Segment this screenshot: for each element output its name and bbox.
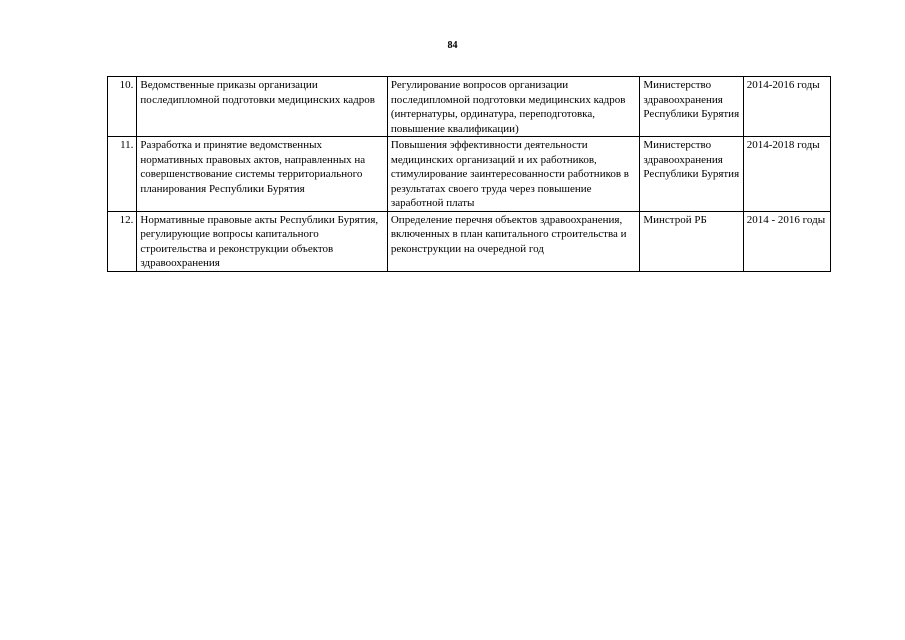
measure-name: Ведомственные приказы организации последипломной подготовки медицинских кадров xyxy=(137,77,387,137)
table-row xyxy=(108,77,831,137)
measures-table xyxy=(107,76,831,272)
row-number: 11. xyxy=(108,137,137,212)
measure-name: Разработка и принятие ведомственных нормативных правовых актов, направленных на совершенствование системы территориального планирования Республики Бурятия xyxy=(137,137,387,212)
measure-goal: Регулирование вопросов организации последипломной подготовки медицинских кадров (интернатуры, ординатура, переподготовка, повышение квалификации) xyxy=(387,77,639,137)
measure-name: Нормативные правовые акты Республики Бурятия, регулирующие вопросы капитального строительства и реконструкции объектов здравоохранения xyxy=(137,211,387,271)
measure-executor: Минстрой РБ xyxy=(640,211,743,271)
row-number: 12. xyxy=(108,211,137,271)
row-number: 10. xyxy=(108,77,137,137)
measure-term: 2014 - 2016 годы xyxy=(743,211,830,271)
measure-goal: Повышения эффективности деятельности медицинских организаций и их работников, стимулирование заинтересованности работников в результатах своего труда через повышение заработной платы xyxy=(387,137,639,212)
measure-executor: Министерство здравоохранения Республики Бурятия xyxy=(640,137,743,212)
measure-executor: Министерство здравоохранения Республики Бурятия xyxy=(640,77,743,137)
page-number: 84 xyxy=(447,40,458,51)
measure-goal: Определение перечня объектов здравоохранения, включенных в план капитального строительства и реконструкции на очередной год xyxy=(387,211,639,271)
measure-term: 2014-2016 годы xyxy=(743,77,830,137)
measure-term: 2014-2018 годы xyxy=(743,137,830,212)
table-row xyxy=(108,211,831,271)
table-row xyxy=(108,137,831,212)
